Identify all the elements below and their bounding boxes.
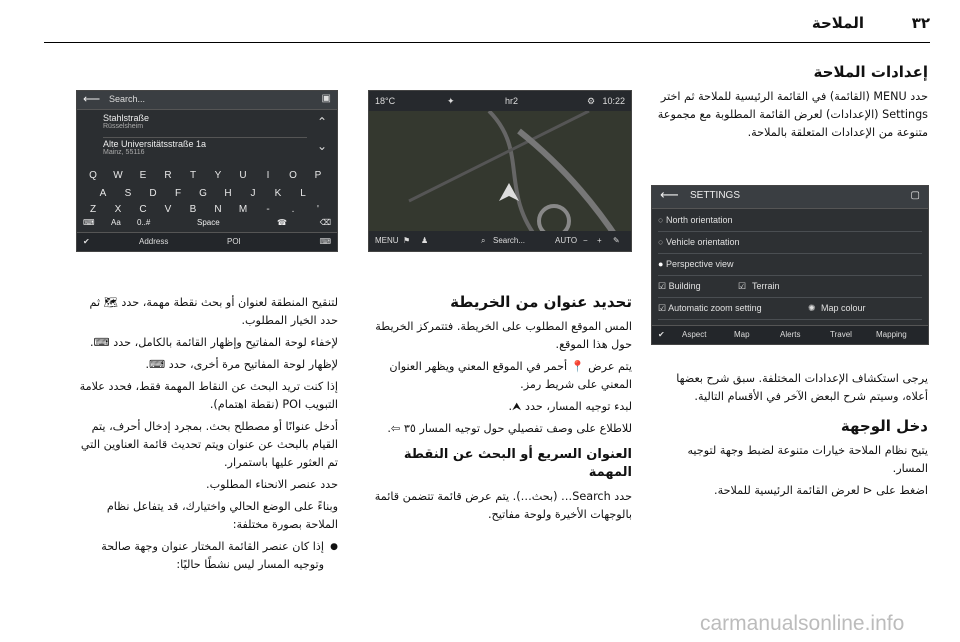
setting-label: Vehicle orientation (665, 237, 740, 247)
keyboard-key[interactable]: M (238, 204, 248, 215)
map-area-icon[interactable]: ▣ (321, 93, 331, 104)
keyboard-key[interactable]: N (214, 204, 222, 215)
setting-label: Building (668, 281, 701, 291)
paragraph: يتيح نظام الملاحة خيارات متنوعة لضبط وجهة لتوجيه المسار. (687, 444, 928, 475)
keyboard-tab-bar (77, 232, 337, 251)
bullet-item: ● إذا كان عنصر القائمة المختار عنوان وجهة صالحة وتوجيه المسار ليس نشطًا حاليًا: (76, 538, 338, 574)
paragraph: لإخفاء لوحة المفاتيح وإظهار القائمة بالكامل، حدد ⌨. (90, 336, 338, 349)
keyboard-key[interactable]: D (149, 188, 157, 199)
case-toggle-key[interactable]: Aa (111, 218, 121, 227)
checkbox-icon: ☑ (658, 281, 667, 291)
keyboard-key[interactable]: U (239, 170, 247, 181)
gear-icon: ⚙ (587, 96, 596, 106)
flag-icon: ⚑ (403, 236, 411, 245)
keyboard-key[interactable]: F (174, 188, 182, 199)
header-rule (44, 42, 930, 43)
keyboard-key[interactable]: J (250, 188, 256, 199)
keyboard-key[interactable]: ' (317, 204, 319, 215)
tab-alerts: Alerts (780, 330, 801, 339)
search-button[interactable]: Search... (493, 236, 526, 245)
right-column-lower (650, 370, 928, 504)
keyboard-icon[interactable]: ⌨ (319, 237, 331, 246)
space-key[interactable]: Space (197, 218, 220, 227)
paragraph: إذا كنت تريد البحث عن النقاط المهمة فقط، فحدد علامة التبويب POI (نقطة اهتمام). (79, 380, 338, 411)
road-label: hr2 (505, 96, 519, 106)
keyboard-key[interactable]: C (139, 204, 147, 215)
map-status-bar (369, 91, 631, 111)
setting-label: Perspective view (665, 259, 734, 269)
confirm-icon: ✔ (658, 330, 665, 339)
result-title: Alte Universitätsstraße 1a (103, 139, 207, 149)
person-icon: ♟ (421, 236, 429, 245)
keyboard-key[interactable]: . (291, 204, 295, 215)
setting-label: Terrain (752, 281, 780, 291)
bookmark-icon: ▢ (910, 190, 920, 201)
clock: 10:22 (602, 96, 625, 106)
settings-title: SETTINGS (690, 190, 741, 201)
paragraph: للاطلاع على وصف تفصيلي حول توجيه المسار ٣٥ ⇦. (387, 422, 632, 435)
minus-icon[interactable]: − (583, 236, 588, 245)
back-arrow-icon[interactable]: ⟵ (83, 92, 101, 106)
keyboard-key[interactable]: Q (89, 170, 97, 181)
settings-title-bar (652, 186, 928, 209)
setting-north-orientation (658, 209, 922, 232)
paragraph: لإظهار لوحة المفاتيح مرة أخرى، حدد ⌨. (145, 358, 338, 371)
paragraph: يتم عرض 📍 أحمر في الموقع المعني ويظهر العنوان المعني على شريط رمز. (389, 360, 632, 391)
section-heading-destination: دخل الوجهة (840, 417, 928, 435)
paragraph: اضغط على ⊲ لعرض القائمة الرئيسية للملاحة. (714, 484, 928, 497)
section-heading-quick-address: العنوان السريع أو البحث عن النقطة المهمة (403, 447, 632, 480)
auto-zoom-button[interactable]: AUTO (555, 236, 578, 245)
radio-icon: ○ (658, 215, 664, 225)
keyboard-key[interactable]: L (300, 188, 306, 199)
search-field[interactable]: Search... (109, 94, 146, 104)
paragraph: أدخل عنوانًا أو مصطلح بحث. بمجرد إدخال أحرف، يتم القيام بالبحث عن عنوان ويتم تحديث قائمة العناوين التي تم العثور عليها باستمرار. (80, 420, 338, 469)
paragraph: لتنقيح المنطقة لعنوان أو بحث نقطة مهمة، حدد 🗺 ثم حدد الخيار المطلوب. (89, 296, 338, 327)
sun-icon: ✺ (808, 303, 816, 313)
paragraph: حدد MENU (القائمة) في القائمة الرئيسية للملاحة ثم اختر Settings (الإعدادات) لعرض القائمة المطلوبة مع مجموعة متنوعة من الإعدادات المتعلقة بالملاحة. (657, 90, 928, 139)
checkbox-icon: ☑ (738, 281, 747, 291)
setting-auto-zoom (658, 297, 922, 320)
chevron-down-icon[interactable]: ⌄ (316, 139, 327, 153)
setting-building-terrain (658, 275, 922, 298)
keyboard-key[interactable]: P (314, 170, 322, 181)
keyboard-key[interactable]: B (189, 204, 197, 215)
paragraph: وبناءً على الوضع الحالي واختيارك، قد يتفاعل نظام الملاحة بصورة مختلفة: (106, 500, 338, 531)
keyboard-key[interactable]: W (113, 170, 123, 181)
settings-screenshot (651, 185, 929, 345)
paragraph: لبدء توجيه المسار، حدد ⮝. (508, 400, 632, 413)
setting-vehicle-orientation (658, 231, 922, 254)
setting-label: Map colour (821, 303, 866, 313)
voice-icon[interactable]: ☎ (277, 218, 287, 227)
result-subtitle: Rüsselsheim (103, 123, 144, 130)
backspace-icon[interactable]: ⌫ (319, 218, 331, 227)
tab-poi[interactable]: POI (227, 237, 241, 246)
radio-icon: ○ (658, 237, 664, 247)
tab-aspect: Aspect (682, 330, 707, 339)
page-header (0, 0, 960, 46)
map-drawing (369, 91, 631, 251)
chevron-up-icon[interactable]: ⌃ (316, 115, 327, 129)
back-arrow-icon: ⟵ (660, 188, 679, 203)
edit-icon[interactable]: ✎ (613, 236, 620, 245)
chapter-title: الملاحة (811, 14, 864, 32)
keyboard-key[interactable]: K (274, 188, 282, 199)
result-item[interactable] (103, 113, 307, 138)
keyboard-key[interactable]: T (189, 170, 197, 181)
keyboard-key[interactable]: H (224, 188, 232, 199)
section-heading-address-from-map: تحديد عنوان من الخريطة (450, 293, 632, 311)
keyboard-screenshot (76, 90, 338, 252)
settings-tab-bar (652, 325, 928, 344)
keyboard-key[interactable]: A (99, 188, 107, 199)
keyboard-key[interactable]: I (266, 170, 270, 181)
keyboard-hide-icon[interactable]: ⌨ (83, 218, 95, 227)
tab-address[interactable]: Address (139, 237, 169, 246)
keyboard-key[interactable]: S (124, 188, 132, 199)
keyboard-key[interactable]: - (266, 204, 270, 215)
setting-perspective-view (658, 253, 922, 276)
keyboard-key[interactable]: E (139, 170, 147, 181)
keyboard-key[interactable]: X (114, 204, 122, 215)
keyboard-function-row (77, 215, 337, 231)
setting-label: Automatic zoom setting (668, 303, 762, 313)
right-column (650, 62, 928, 146)
keyboard-key[interactable]: V (164, 204, 172, 215)
keyboard-key[interactable]: Z (89, 204, 97, 215)
search-bar (77, 91, 337, 110)
setting-label: North orientation (665, 215, 733, 225)
tab-map: Map (734, 330, 750, 339)
result-title: Stahlstraße (103, 113, 150, 123)
left-column (76, 294, 338, 578)
paragraph: يرجى استكشاف الإعدادات المختلفة. سبق شرح بعضها أعلاه، وسيتم شرح البعض الآخر في الأقسام التالية. (676, 372, 928, 403)
location-icon: ✦ (447, 96, 455, 106)
confirm-icon[interactable]: ✔ (83, 237, 90, 246)
paragraph: المس الموقع المطلوب على الخريطة. فتتمركز الخريطة حول هذا الموقع. (375, 320, 632, 351)
keyboard-key[interactable]: G (199, 188, 207, 199)
plus-icon[interactable]: + (597, 236, 602, 245)
radio-selected-icon: ● (658, 259, 664, 269)
checkbox-icon: ☑ (658, 303, 667, 313)
result-item[interactable] (103, 139, 307, 163)
keyboard-key[interactable]: O (289, 170, 297, 181)
tab-travel: Travel (830, 330, 852, 339)
watermark: carmanualsonline.info (700, 612, 905, 635)
numbers-key[interactable]: 0..# (137, 218, 151, 227)
section-heading-nav-settings: إعدادات الملاحة (813, 63, 928, 81)
temperature: 18°C (375, 96, 396, 106)
map-screenshot (368, 90, 632, 252)
page-number: ٣٢ (911, 14, 930, 32)
keyboard-key[interactable]: Y (214, 170, 222, 181)
keyboard-key[interactable]: R (164, 170, 172, 181)
middle-column (368, 292, 632, 528)
map-bottom-bar (369, 231, 631, 251)
paragraph: حدد Search… (بحث…). يتم عرض قائمة تتضمن قائمة بالوجهات الأخيرة ولوحة مفاتيح. (374, 490, 632, 521)
search-icon: ⌕ (481, 236, 486, 245)
paragraph: حدد عنصر الانحناء المطلوب. (206, 478, 338, 491)
menu-button[interactable]: MENU (375, 236, 399, 245)
tab-mapping: Mapping (876, 330, 907, 339)
result-subtitle: Mainz, 55116 (103, 149, 145, 156)
